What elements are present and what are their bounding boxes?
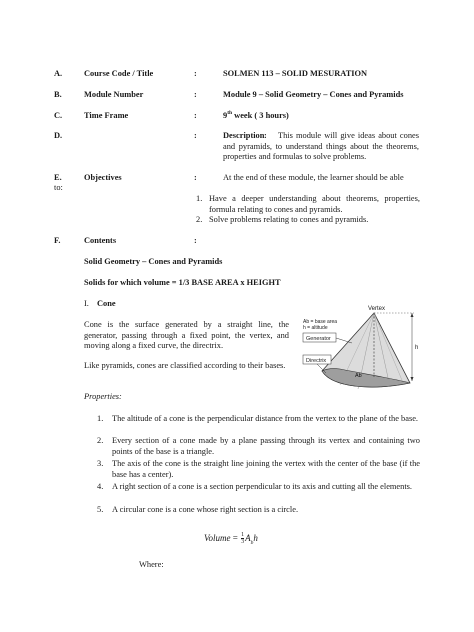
volume-rule: Solids for which volume = 1/3 BASE AREA x HEIGHT xyxy=(84,278,281,287)
property-item: The altitude of a cone is the perpendicular distance from the vertex to the plane of the base. xyxy=(112,414,419,423)
directrix-label: Directrix xyxy=(306,358,327,364)
vertex-label: Vertex xyxy=(368,306,386,312)
property-num: 2. xyxy=(97,436,104,445)
contents-heading: Solid Geometry – Cones and Pyramids xyxy=(84,257,223,266)
base-area-label: Ab xyxy=(355,373,362,379)
property-num: 5. xyxy=(97,505,104,514)
section-number: I. xyxy=(84,299,89,308)
classification-text: Like pyramids, cones are classified according to their bases. xyxy=(84,361,286,370)
row-e-letter: E. xyxy=(54,173,62,182)
generator-label: Generator xyxy=(306,336,331,342)
objective-item: Solve problems relating to cones and pyramids. xyxy=(209,215,369,224)
row-c-label: Time Frame xyxy=(84,111,129,120)
row-f-letter: F. xyxy=(54,236,61,245)
row-b-label: Module Number xyxy=(84,90,144,99)
row-a-letter: A. xyxy=(54,69,63,78)
altitude-label: h xyxy=(415,345,419,351)
row-f-label: Contents xyxy=(84,236,117,245)
description-text: This module will give ideas about cones and pyramids, to understand things about the theorems, properties and formulas to solve problems. xyxy=(223,131,419,162)
objective-num: 1. xyxy=(196,194,203,203)
property-item: A circular cone is a cone whose right section is a circle. xyxy=(112,505,299,514)
description-label: Description xyxy=(223,131,265,140)
row-b-letter: B. xyxy=(54,90,62,99)
legend-base-area: Ab = base area xyxy=(303,319,338,325)
row-c-colon: : xyxy=(194,111,197,120)
property-num: 1. xyxy=(97,414,104,423)
row-b-colon: : xyxy=(194,90,197,99)
where-label: Where: xyxy=(139,560,164,569)
row-e-colon: : xyxy=(194,173,197,182)
property-num: 3. xyxy=(97,459,104,468)
property-item: The axis of the cone is the straight line joining the vertex with the center of the base (if the base has a center). xyxy=(112,459,420,479)
time-frame: 9th week ( 3 hours) xyxy=(223,110,289,120)
description-colon: : xyxy=(264,131,267,140)
row-d-letter: D. xyxy=(54,131,63,140)
course-code-title: SOLMEN 113 – SOLID MESURATION xyxy=(223,69,368,78)
row-a-label: Course Code / Title xyxy=(84,69,154,78)
property-item: A right section of a cone is a section perpendicular to its axis and cutting all the elements. xyxy=(112,482,413,491)
row-a-colon: : xyxy=(194,69,197,78)
row-f-colon: : xyxy=(194,236,197,245)
row-c-letter: C. xyxy=(54,111,63,120)
row-d-colon: : xyxy=(194,131,197,140)
cone-diagram xyxy=(300,303,430,393)
legend-altitude: h = altitude xyxy=(303,325,328,331)
volume-formula: Volume = $\frac{1}{3}$ $A_bh$ xyxy=(204,532,258,546)
row-e-letter-continued: to: xyxy=(54,183,63,192)
section-title: Cone xyxy=(97,299,116,308)
objectives-intro: At the end of these module, the learner should be able xyxy=(223,173,404,182)
module-number: Module 9 – Solid Geometry – Cones and Pyramids xyxy=(223,90,404,99)
property-item: Every section of a cone made by a plane passing through its vertex and containing two points of the base is a triangle. xyxy=(112,436,420,456)
objective-num: 2. xyxy=(196,215,203,224)
properties-label: Properties: xyxy=(84,392,122,401)
row-e-label: Objectives xyxy=(84,173,122,182)
cone-definition: Cone is the surface generated by a straight line, the generator, passing through a fixed point, the vertex, and moving along a fixed curve, the directrix. xyxy=(84,320,289,351)
property-num: 4. xyxy=(97,482,104,491)
objective-item: Have a deeper understanding about theorems, properties, formula relating to cones and pyramids. xyxy=(209,194,420,214)
